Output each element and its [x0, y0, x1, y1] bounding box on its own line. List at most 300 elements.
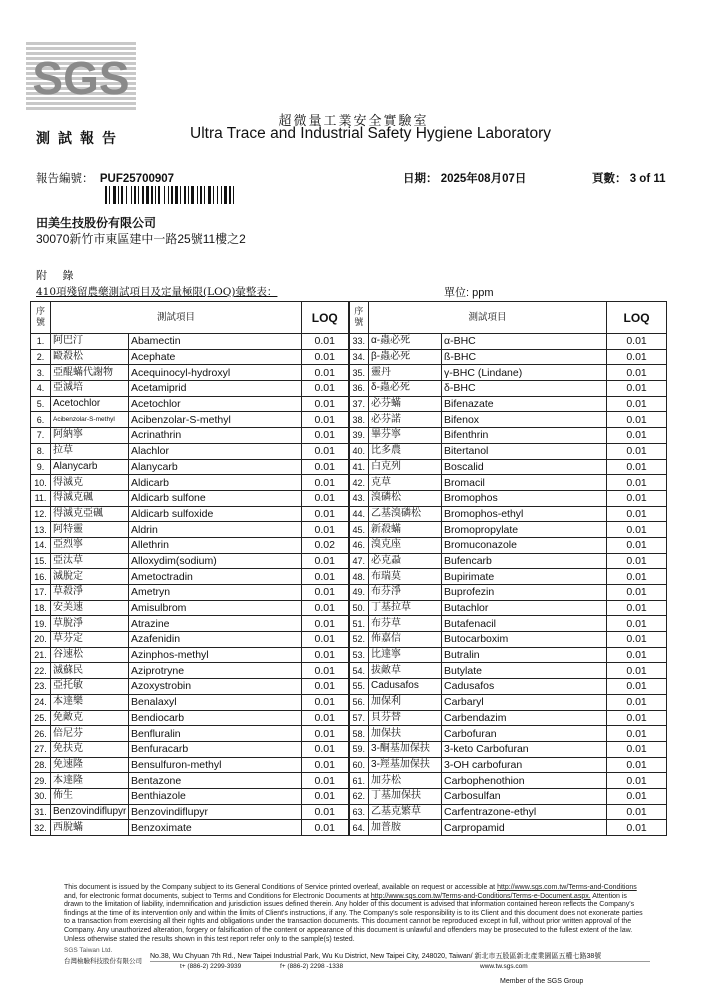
- pesticide-name-zh: 草殺淨: [51, 585, 129, 601]
- table-row: [31, 553, 667, 569]
- pesticide-name-zh: 免敵克: [51, 710, 129, 726]
- row-number: 52.: [349, 632, 369, 648]
- pesticide-name-zh: 靈丹: [369, 365, 442, 381]
- pesticide-name-en: Bromopropylate: [442, 522, 607, 538]
- table-row: [31, 600, 667, 616]
- pesticide-name-zh: 毆殺松: [51, 349, 129, 365]
- loq-value: 0.01: [607, 726, 667, 742]
- pesticide-name-en: Bensulfuron-methyl: [129, 757, 302, 773]
- barcode-bar: [188, 186, 189, 204]
- annex-label: 附 錄: [36, 269, 80, 282]
- row-number: 18.: [31, 600, 51, 616]
- table-row: [31, 537, 667, 553]
- barcode-bar: [224, 186, 227, 204]
- row-number: 2.: [31, 349, 51, 365]
- pesticide-name-en: γ-BHC (Lindane): [442, 365, 607, 381]
- loq-value: 0.01: [302, 396, 349, 412]
- barcode-bar: [158, 186, 160, 204]
- pesticide-name-zh: 免扶克: [51, 741, 129, 757]
- unit-label: 單位: ppm: [444, 287, 494, 299]
- loq-value: 0.01: [302, 334, 349, 350]
- footer-brand: SGS Taiwan Ltd.: [64, 947, 113, 954]
- pesticide-name-zh: Acibenzolar-S-methyl: [51, 412, 129, 428]
- loq-value: 0.01: [607, 710, 667, 726]
- pesticide-name-en: Bufencarb: [442, 553, 607, 569]
- row-number: 42.: [349, 475, 369, 491]
- pesticide-name-zh: 亞托敏: [51, 679, 129, 695]
- pesticide-name-en: Bifenazate: [442, 396, 607, 412]
- row-number: 22.: [31, 663, 51, 679]
- pesticide-name-zh: 拉草: [51, 443, 129, 459]
- pesticide-name-en: Boscalid: [442, 459, 607, 475]
- pesticide-name-zh: α-蟲必死: [369, 334, 442, 350]
- pesticide-name-zh: 布芬草: [369, 616, 442, 632]
- row-number: 10.: [31, 475, 51, 491]
- barcode-bar: [200, 186, 202, 204]
- loq-value: 0.01: [302, 506, 349, 522]
- pesticide-name-en: Bromacil: [442, 475, 607, 491]
- pesticide-name-en: Bifenthrin: [442, 428, 607, 444]
- header-no: 序號: [31, 302, 51, 334]
- row-number: 40.: [349, 443, 369, 459]
- loq-value: 0.01: [607, 585, 667, 601]
- loq-value: 0.01: [302, 600, 349, 616]
- report-title: 測試報告: [36, 131, 124, 147]
- row-number: 37.: [349, 396, 369, 412]
- pesticide-name-zh: 比多農: [369, 443, 442, 459]
- row-number: 47.: [349, 553, 369, 569]
- table-row: [31, 726, 667, 742]
- pesticide-name-en: α-BHC: [442, 334, 607, 350]
- loq-value: 0.01: [302, 820, 349, 836]
- pesticide-name-en: Azafenidin: [129, 632, 302, 648]
- barcode-bar: [118, 186, 119, 204]
- loq-value: 0.01: [607, 490, 667, 506]
- pesticide-name-en: Acibenzolar-S-methyl: [129, 412, 302, 428]
- pesticide-name-zh: 加芬松: [369, 773, 442, 789]
- pesticide-name-zh: 滅蘇民: [51, 663, 129, 679]
- row-number: 56.: [349, 694, 369, 710]
- row-number: 26.: [31, 726, 51, 742]
- table-row: [31, 506, 667, 522]
- pesticide-name-en: Carbophenothion: [442, 773, 607, 789]
- loq-value: 0.01: [302, 569, 349, 585]
- pesticide-name-zh: 亞醌蟎代謝物: [51, 365, 129, 381]
- row-number: 59.: [349, 741, 369, 757]
- pesticide-name-zh: 阿納寧: [51, 428, 129, 444]
- barcode-bar: [229, 186, 231, 204]
- row-number: 44.: [349, 506, 369, 522]
- pesticide-name-zh: 加普胺: [369, 820, 442, 836]
- row-number: 19.: [31, 616, 51, 632]
- footer-divider: [150, 961, 650, 962]
- row-number: 46.: [349, 537, 369, 553]
- table-row: [31, 381, 667, 397]
- pesticide-name-zh: 得滅克亞碸: [51, 506, 129, 522]
- barcode-bar: [164, 186, 165, 204]
- pesticide-name-zh: 阿巴汀: [51, 334, 129, 350]
- pesticide-name-zh: 免速隆: [51, 757, 129, 773]
- row-number: 15.: [31, 553, 51, 569]
- loq-value: 0.01: [607, 647, 667, 663]
- loq-value: 0.01: [607, 428, 667, 444]
- header-no: 序號: [349, 302, 369, 334]
- pesticide-name-zh: 安美速: [51, 600, 129, 616]
- pesticide-name-en: ß-BHC: [442, 349, 607, 365]
- pesticide-name-zh: 3-酮基加保扶: [369, 741, 442, 757]
- pesticide-name-en: Benzovindiflupyr: [129, 804, 302, 820]
- loq-value: 0.01: [607, 804, 667, 820]
- pesticide-name-en: Benfuracarb: [129, 741, 302, 757]
- pesticide-name-zh: 克草: [369, 475, 442, 491]
- pesticide-name-en: Aldicarb: [129, 475, 302, 491]
- pesticide-name-en: Buprofezin: [442, 585, 607, 601]
- pesticide-name-en: Aldicarb sulfoxide: [129, 506, 302, 522]
- pesticide-name-en: Bentazone: [129, 773, 302, 789]
- pesticide-name-en: Bitertanol: [442, 443, 607, 459]
- loq-value: 0.01: [302, 757, 349, 773]
- loq-value: 0.01: [607, 569, 667, 585]
- pesticide-name-zh: 比達寧: [369, 647, 442, 663]
- row-number: 54.: [349, 663, 369, 679]
- row-number: 30.: [31, 788, 51, 804]
- row-number: 21.: [31, 647, 51, 663]
- row-number: 31.: [31, 804, 51, 820]
- pesticide-name-en: Bromophos: [442, 490, 607, 506]
- table-row: [31, 663, 667, 679]
- loq-value: 0.01: [607, 506, 667, 522]
- pesticide-name-zh: 貝芬替: [369, 710, 442, 726]
- row-number: 51.: [349, 616, 369, 632]
- loq-value: 0.01: [302, 365, 349, 381]
- loq-value: 0.01: [607, 741, 667, 757]
- loq-value: 0.01: [302, 663, 349, 679]
- loq-value: 0.01: [607, 459, 667, 475]
- pesticide-name-zh: 拔敵草: [369, 663, 442, 679]
- pesticide-name-en: Butralin: [442, 647, 607, 663]
- loq-value: 0.01: [607, 553, 667, 569]
- page-number: 頁數： 3 of 11: [592, 173, 666, 185]
- footer-fax: f+ (886-2) 2298 -1338: [280, 963, 344, 970]
- barcode-bar: [180, 186, 181, 204]
- pesticide-name-zh: 溴克座: [369, 537, 442, 553]
- row-number: 32.: [31, 820, 51, 836]
- footer-address: No.38, Wu Chyuan 7th Rd., New Taipei Industrial Park, Wu Ku District, New Taipei City, 248020, Taiwan/ 新北市五股區新北產業園區五權七路38號: [150, 953, 602, 960]
- row-number: 1.: [31, 334, 51, 350]
- table-row: [31, 804, 667, 820]
- loq-value: 0.01: [607, 334, 667, 350]
- pesticide-name-en: Allethrin: [129, 537, 302, 553]
- sgs-logo: [26, 42, 136, 112]
- row-number: 63.: [349, 804, 369, 820]
- pesticide-name-zh: δ-蟲必死: [369, 381, 442, 397]
- terms-link[interactable]: http://www.sgs.com.tw/Terms-and-Conditions: [497, 884, 637, 891]
- pesticide-name-zh: 丁基拉草: [369, 600, 442, 616]
- pesticide-name-zh: 本達樂: [51, 694, 129, 710]
- loq-value: 0.01: [302, 741, 349, 757]
- barcode-bar: [221, 186, 222, 204]
- table-row: [31, 585, 667, 601]
- loq-value: 0.01: [607, 522, 667, 538]
- barcode-bar: [146, 186, 149, 204]
- row-number: 27.: [31, 741, 51, 757]
- loq-value: 0.01: [302, 585, 349, 601]
- pesticide-name-en: Carbaryl: [442, 694, 607, 710]
- row-number: 43.: [349, 490, 369, 506]
- pesticide-name-en: δ-BHC: [442, 381, 607, 397]
- pesticide-name-zh: 西脫蟎: [51, 820, 129, 836]
- pesticide-name-en: Butafenacil: [442, 616, 607, 632]
- pesticide-name-en: Azoxystrobin: [129, 679, 302, 695]
- barcode-bar: [197, 186, 198, 204]
- loq-value: 0.01: [607, 349, 667, 365]
- pesticide-name-en: Benalaxyl: [129, 694, 302, 710]
- loq-value: 0.01: [607, 475, 667, 491]
- pesticide-name-en: Aldicarb sulfone: [129, 490, 302, 506]
- pesticide-name-zh: 丁基加保扶: [369, 788, 442, 804]
- table-header-row: [31, 302, 667, 334]
- pesticide-name-zh: 倍尼芬: [51, 726, 129, 742]
- row-number: 9.: [31, 459, 51, 475]
- pesticide-name-en: 3-OH carbofuran: [442, 757, 607, 773]
- logo-text: SGS: [32, 52, 130, 104]
- footer-disclaimer: This document is issued by the Company subject to its General Conditions of Service printed overleaf, available on request or accessible at http://www.sgs.com.tw/Terms-and-Conditions and, for electronic format documents, subject to Terms and Conditions for Electronic Documents at http://www.sgs.com.tw/Terms-and-Conditions/Terms-e-Document.aspx. Attention is drawn to the limitation of liability, indemnification and jurisdiction issues defined therein. Any holder of this document is advised that information contained hereon reflects the Company's findings at the time of its intervention only and within the limits of Client's instructions, if any. The Company's sole responsibility is to its Client and this document does not exonerate parties to a transaction from exercising all their rights and obligations under the transaction documents. This document cannot be reproduced except in full, without prior written approval of the Company. Any unauthorized alteration, forgery or falsification of the content or appearance of this document is unlawful and offenders may be prosecuted to the fullest extent of the law. Unless otherwise stated the results shown in this test report refer only to the sample(s) tested.: [64, 884, 643, 943]
- loq-value: 0.01: [302, 412, 349, 428]
- row-number: 20.: [31, 632, 51, 648]
- row-number: 60.: [349, 757, 369, 773]
- pesticide-name-en: Benthiazole: [129, 788, 302, 804]
- row-number: 11.: [31, 490, 51, 506]
- loq-value: 0.01: [607, 663, 667, 679]
- pesticide-name-en: Carfentrazone-ethyl: [442, 804, 607, 820]
- table-row: [31, 349, 667, 365]
- pesticide-name-zh: Cadusafos: [369, 679, 442, 695]
- row-number: 17.: [31, 585, 51, 601]
- footer-company-zh: 台灣檢驗科技股份有限公司: [64, 957, 142, 965]
- barcode-bar: [113, 186, 116, 204]
- row-number: 58.: [349, 726, 369, 742]
- table-row: [31, 569, 667, 585]
- pesticide-name-en: Ametoctradin: [129, 569, 302, 585]
- pesticide-name-zh: 布芬淨: [369, 585, 442, 601]
- pesticide-name-en: Butachlor: [442, 600, 607, 616]
- barcode-bar: [204, 186, 205, 204]
- table-row: [31, 741, 667, 757]
- barcode-bar: [151, 186, 153, 204]
- pesticide-name-zh: 草芬定: [51, 632, 129, 648]
- barcode-bar: [213, 186, 214, 204]
- table-row: [31, 365, 667, 381]
- loq-value: 0.01: [607, 788, 667, 804]
- pesticide-name-zh: 亞滅培: [51, 381, 129, 397]
- e-document-terms-link[interactable]: http://www.sgs.com.tw/Terms-and-Conditions/Terms-e-Document.aspx.: [370, 892, 591, 900]
- table-row: [31, 428, 667, 444]
- pesticide-name-zh: 滅脫定: [51, 569, 129, 585]
- row-number: 13.: [31, 522, 51, 538]
- table-row: [31, 757, 667, 773]
- table-row: [31, 773, 667, 789]
- pesticide-name-zh: 必芬蟎: [369, 396, 442, 412]
- loq-value: 0.01: [302, 679, 349, 695]
- pesticide-name-en: Carbendazim: [442, 710, 607, 726]
- pesticide-name-en: Butylate: [442, 663, 607, 679]
- loq-value: 0.01: [607, 757, 667, 773]
- pesticide-name-zh: 草脫淨: [51, 616, 129, 632]
- barcode-bar: [208, 186, 211, 204]
- pesticide-name-en: Bifenox: [442, 412, 607, 428]
- barcode-bar: [191, 186, 194, 204]
- header-item: 測試項目: [51, 302, 302, 334]
- table-row: [31, 522, 667, 538]
- row-number: 55.: [349, 679, 369, 695]
- pesticide-name-en: Benfluralin: [129, 726, 302, 742]
- row-number: 62.: [349, 788, 369, 804]
- pesticide-name-en: Bendiocarb: [129, 710, 302, 726]
- pesticide-name-zh: 白克列: [369, 459, 442, 475]
- loq-value: 0.01: [607, 412, 667, 428]
- pesticide-name-en: Benzoximate: [129, 820, 302, 836]
- table-row: [31, 616, 667, 632]
- barcode-bar: [131, 186, 132, 204]
- pesticide-name-zh: 必芬諾: [369, 412, 442, 428]
- pesticide-name-zh: 得滅克碸: [51, 490, 129, 506]
- table-row: [31, 694, 667, 710]
- barcode: [105, 186, 295, 204]
- barcode-bar: [142, 186, 144, 204]
- pesticide-name-zh: 佈生: [51, 788, 129, 804]
- pesticide-name-en: Abamectin: [129, 334, 302, 350]
- pesticide-name-en: Alachlor: [129, 443, 302, 459]
- loq-value: 0.01: [607, 443, 667, 459]
- pesticide-name-en: Acephate: [129, 349, 302, 365]
- loq-value: 0.01: [302, 616, 349, 632]
- footer-tel: t+ (886-2) 2299-3939: [180, 963, 242, 970]
- loq-value: 0.01: [302, 475, 349, 491]
- row-number: 41.: [349, 459, 369, 475]
- pesticide-name-zh: Alanycarb: [51, 459, 129, 475]
- pesticide-name-en: Bromophos-ethyl: [442, 506, 607, 522]
- loq-value: 0.02: [302, 537, 349, 553]
- pesticide-name-en: Carpropamid: [442, 820, 607, 836]
- pesticide-name-zh: 布瑞莫: [369, 569, 442, 585]
- pesticide-name-zh: 乙基溴磷松: [369, 506, 442, 522]
- row-number: 35.: [349, 365, 369, 381]
- footer-member: Member of the SGS Group: [500, 978, 584, 985]
- row-number: 50.: [349, 600, 369, 616]
- pesticide-name-zh: Benzovindiflupyr: [51, 804, 129, 820]
- row-number: 57.: [349, 710, 369, 726]
- row-number: 14.: [31, 537, 51, 553]
- barcode-bar: [121, 186, 123, 204]
- row-number: 7.: [31, 428, 51, 444]
- table-row: [31, 820, 667, 836]
- loq-value: 0.01: [607, 381, 667, 397]
- row-number: 25.: [31, 710, 51, 726]
- loq-value: 0.01: [607, 820, 667, 836]
- pesticide-name-zh: β-蟲必死: [369, 349, 442, 365]
- pesticide-name-zh: 本達隆: [51, 773, 129, 789]
- loq-value: 0.01: [302, 726, 349, 742]
- row-number: 39.: [349, 428, 369, 444]
- row-number: 61.: [349, 773, 369, 789]
- row-number: 33.: [349, 334, 369, 350]
- barcode-bar: [175, 186, 178, 204]
- loq-value: 0.01: [607, 537, 667, 553]
- loq-value: 0.01: [302, 522, 349, 538]
- loq-value: 0.01: [302, 443, 349, 459]
- footer-website[interactable]: www.tw.sgs.com: [480, 963, 528, 970]
- row-number: 29.: [31, 773, 51, 789]
- pesticide-name-zh: 新殺蟎: [369, 522, 442, 538]
- table-row: [31, 412, 667, 428]
- header-loq: LOQ: [607, 302, 667, 334]
- barcode-bar: [168, 186, 169, 204]
- pesticide-name-en: Aldrin: [129, 522, 302, 538]
- lab-name-zh: 超微量工業安全實驗室: [278, 114, 429, 129]
- pesticide-name-en: Carbosulfan: [442, 788, 607, 804]
- pesticide-name-zh: Acetochlor: [51, 396, 129, 412]
- row-number: 28.: [31, 757, 51, 773]
- barcode-bar: [155, 186, 156, 204]
- loq-value: 0.01: [607, 396, 667, 412]
- pesticide-name-zh: 得滅克: [51, 475, 129, 491]
- loq-value: 0.01: [302, 647, 349, 663]
- loq-value: 0.01: [302, 381, 349, 397]
- row-number: 49.: [349, 585, 369, 601]
- pesticide-name-en: Acrinathrin: [129, 428, 302, 444]
- loq-value: 0.01: [302, 804, 349, 820]
- table-caption: 410項殘留農藥測試項目及定量極限(LOQ)彙整表：: [36, 286, 278, 298]
- table-row: [31, 632, 667, 648]
- loq-value: 0.01: [607, 365, 667, 381]
- pesticide-name-en: Amisulbrom: [129, 600, 302, 616]
- pesticide-name-en: Butocarboxim: [442, 632, 607, 648]
- pesticide-name-en: Acetamiprid: [129, 381, 302, 397]
- table-row: [31, 443, 667, 459]
- pesticide-name-en: 3-keto Carbofuran: [442, 741, 607, 757]
- barcode-bar: [184, 186, 186, 204]
- row-number: 6.: [31, 412, 51, 428]
- loq-value: 0.01: [302, 773, 349, 789]
- barcode-bar: [105, 186, 107, 204]
- pesticide-name-zh: 亞烈寧: [51, 537, 129, 553]
- table-row: [31, 334, 667, 350]
- loq-value: 0.01: [302, 788, 349, 804]
- row-number: 34.: [349, 349, 369, 365]
- table-row: [31, 396, 667, 412]
- table-row: [31, 475, 667, 491]
- barcode-bar: [233, 186, 234, 204]
- pesticide-name-zh: 佈嘉信: [369, 632, 442, 648]
- pesticide-name-zh: 乙基克繁草: [369, 804, 442, 820]
- pesticide-name-en: Alloxydim(sodium): [129, 553, 302, 569]
- lab-name-en: Ultra Trace and Industrial Safety Hygiene Laboratory: [190, 125, 551, 142]
- pesticide-name-zh: 亞汰草: [51, 553, 129, 569]
- table-row: [31, 647, 667, 663]
- pesticide-name-en: Aziprotryne: [129, 663, 302, 679]
- row-number: 64.: [349, 820, 369, 836]
- pesticide-name-zh: 加保利: [369, 694, 442, 710]
- barcode-bar: [109, 186, 110, 204]
- row-number: 48.: [349, 569, 369, 585]
- header-item: 測試項目: [369, 302, 607, 334]
- pesticide-name-en: Bupirimate: [442, 569, 607, 585]
- client-company: 田美生技股份有限公司: [36, 216, 157, 230]
- loq-value: 0.01: [302, 490, 349, 506]
- pesticide-name-zh: 必克蝨: [369, 553, 442, 569]
- pesticide-name-en: Ametryn: [129, 585, 302, 601]
- loq-value: 0.01: [302, 428, 349, 444]
